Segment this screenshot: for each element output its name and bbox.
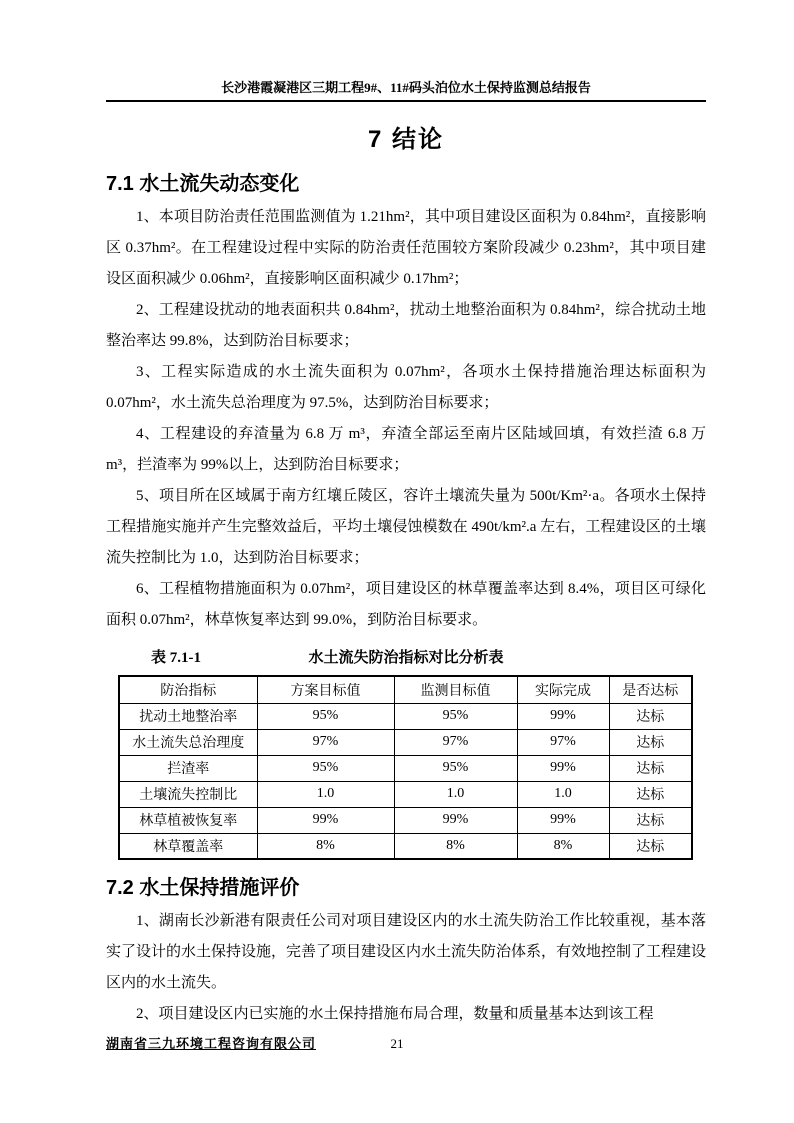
table-cell: 99% [517, 703, 609, 729]
table-cell: 8% [517, 833, 609, 859]
table-cell: 97% [257, 729, 394, 755]
table-cell: 99% [517, 807, 609, 833]
table-cell: 达标 [609, 833, 692, 859]
table-cell: 水土流失总治理度 [119, 729, 257, 755]
table-caption-label: 表 7.1-1 [151, 650, 201, 666]
table-cell: 95% [394, 703, 517, 729]
table-cell: 达标 [609, 807, 692, 833]
table-cell: 扰动土地整治率 [119, 703, 257, 729]
running-header-title: 长沙港霞凝港区三期工程9#、11#码头泊位水土保持监测总结报告 [221, 80, 591, 95]
table-cell: 95% [257, 703, 394, 729]
table-cell: 达标 [609, 781, 692, 807]
table-row [119, 781, 692, 807]
table-cell: 99% [394, 807, 517, 833]
paragraph: 2、项目建设区内已实施的水土保持措施布局合理，数量和质量基本达到该工程 [136, 1006, 654, 1022]
table-cell: 1.0 [517, 781, 609, 807]
table-cell: 95% [394, 755, 517, 781]
table-header-cell: 防治指标 [119, 676, 257, 703]
table-cell: 达标 [609, 755, 692, 781]
table-cell: 8% [257, 833, 394, 859]
table-row [119, 807, 692, 833]
paragraph: 3、工程实际造成的水土流失面积为 0.07hm²，各项水土保持措施治理达标面积为 0.07hm²，水土流失总治理度为 97.5%，达到防治目标要求； [106, 364, 706, 411]
paragraph: 5、项目所在区域属于南方红壤丘陵区，容许土壤流失量为 500t/Km²·a。各项水土保持工程措施实施并产生完整效益后，平均土壤侵蚀模数在 490t/km².a 左右，工程建设区的土壤流失控制比为 1.0，达到防治目标要求； [106, 488, 706, 566]
table-cell: 95% [257, 755, 394, 781]
table-row [119, 729, 692, 755]
section-heading-7-1: 7.1 水土流失动态变化 [106, 173, 300, 195]
table-cell: 99% [517, 755, 609, 781]
table-cell: 达标 [609, 703, 692, 729]
table-cell: 拦渣率 [119, 755, 257, 781]
table-caption-title: 水土流失防治指标对比分析表 [308, 649, 504, 666]
table-cell: 土壤流失控制比 [119, 781, 257, 807]
table-cell: 1.0 [257, 781, 394, 807]
table-cell: 97% [394, 729, 517, 755]
table-cell: 达标 [609, 729, 692, 755]
page-number: 21 [390, 1036, 404, 1051]
paragraph: 1、本项目防治责任范围监测值为 1.21hm²，其中项目建设区面积为 0.84hm²，直接影响区 0.37hm²。在工程建设过程中实际的防治责任范围较方案阶段减少 0.23hm²，其中项目建设区面积减少 0.06hm²，直接影响区面积减少 0.17hm²； [106, 209, 706, 287]
table-header-row [119, 676, 692, 703]
table-cell: 林草覆盖率 [119, 833, 257, 859]
table-header-cell: 实际完成 [517, 676, 609, 703]
paragraph: 1、湖南长沙新港有限责任公司对项目建设区内的水土流失防治工作比较重视，基本落实了设计的水土保持设施，完善了项目建设区内水土流失防治体系，有效地控制了工程建设区内的水土流失。 [106, 913, 707, 991]
footer-company-name: 湖南省三九环境工程咨询有限公司 [106, 1036, 317, 1051]
table-row [119, 833, 692, 859]
table-header-cell: 方案目标值 [257, 676, 394, 703]
table-cell: 99% [257, 807, 394, 833]
table-body [119, 703, 692, 859]
table-cell: 1.0 [394, 781, 517, 807]
chapter-title: 7 结论 [367, 126, 444, 153]
table-caption [106, 646, 706, 670]
table-cell: 8% [394, 833, 517, 859]
table-cell: 林草植被恢复率 [119, 807, 257, 833]
running-header [106, 0, 706, 102]
page-footer [0, 1034, 794, 1056]
table-row [119, 755, 692, 781]
section-heading-7-2: 7.2 水土保持措施评价 [106, 877, 300, 899]
indicator-comparison-table [118, 675, 693, 860]
paragraph: 4、工程建设的弃渣量为 6.8 万 m³，弃渣全部运至南片区陆域回填，有效拦渣 6.8 万 m³，拦渣率为 99%以上，达到防治目标要求； [106, 426, 706, 473]
paragraph: 6、工程植物措施面积为 0.07hm²，项目建设区的林草覆盖率达到 8.4%，项目区可绿化面积 0.07hm²，林草恢复率达到 99.0%，到防治目标要求。 [106, 581, 706, 628]
paragraph: 2、工程建设扰动的地表面积共 0.84hm²，扰动土地整治面积为 0.84hm²，综合扰动土地整治率达 99.8%，达到防治目标要求； [106, 302, 706, 349]
table-row [119, 703, 692, 729]
table-cell: 97% [517, 729, 609, 755]
table-header-cell: 是否达标 [609, 676, 692, 703]
table-header-cell: 监测目标值 [394, 676, 517, 703]
